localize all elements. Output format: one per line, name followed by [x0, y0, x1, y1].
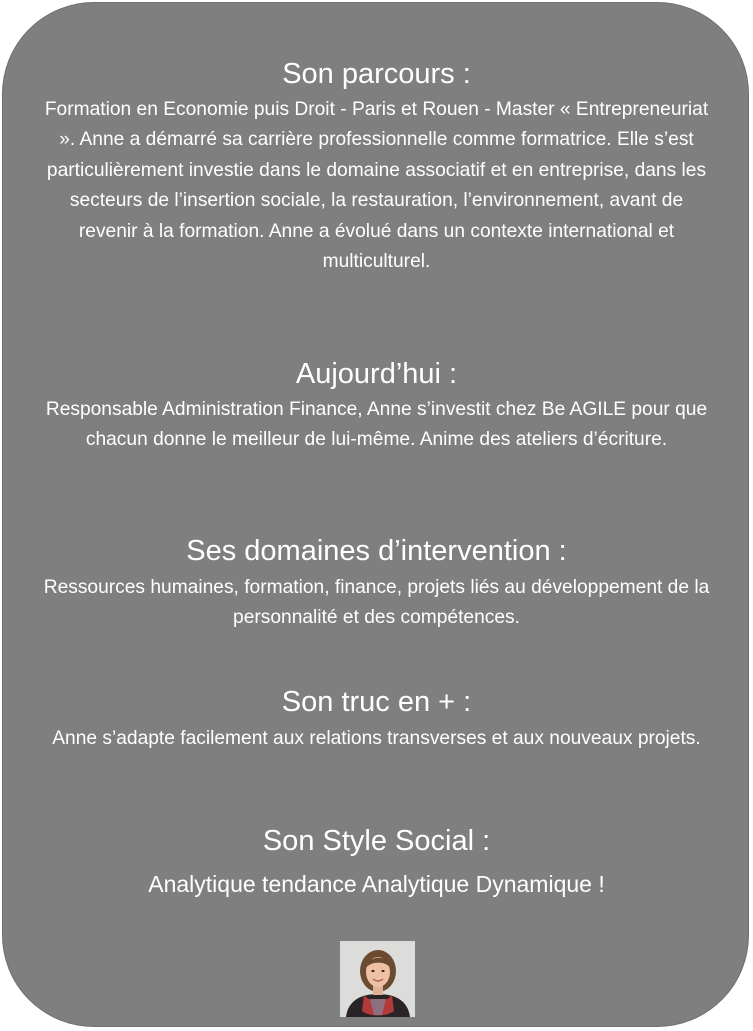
style-social-value: Analytique tendance Analytique Dynamique !: [148, 871, 605, 897]
aujourdhui-text: Responsable Administration Finance, Anne s’investit chez Be AGILE pour que chacun donne le meilleur de lui-même. Anime des ateliers d’écriture.: [45, 399, 708, 451]
truc-title: Son truc en + :: [281, 686, 472, 718]
domaines-text: Ressources humaines, formation, finance, projets liés au développement de la personnalité et des compétences.: [43, 577, 710, 629]
parcours-text: Formation en Economie puis Droit - Paris et Rouen - Master « Entrepreneuriat ». Anne a démarré sa carrière professionnelle comme formatrice. Elle s’est particulièrement investie dans le domaine associatif et en entreprise, dans les secteurs de l’insertion sociale, la restauration, l’environnement, avant de revenir à la formation. Anne a évolué dans un contexte international et multiculturel.: [44, 99, 709, 273]
aujourdhui-title: Aujourd’hui :: [295, 358, 458, 390]
truc-text: Anne s’adapte facilement aux relations transverses et aux nouveaux projets.: [52, 728, 701, 749]
style-social-title: Son Style Social :: [262, 825, 491, 857]
profile-card: [2, 2, 749, 1027]
parcours-title: Son parcours :: [282, 58, 471, 90]
person-portrait-icon: [340, 941, 415, 1017]
domaines-title: Ses domaines d’intervention :: [186, 535, 567, 567]
portrait-photo: [340, 941, 415, 1017]
